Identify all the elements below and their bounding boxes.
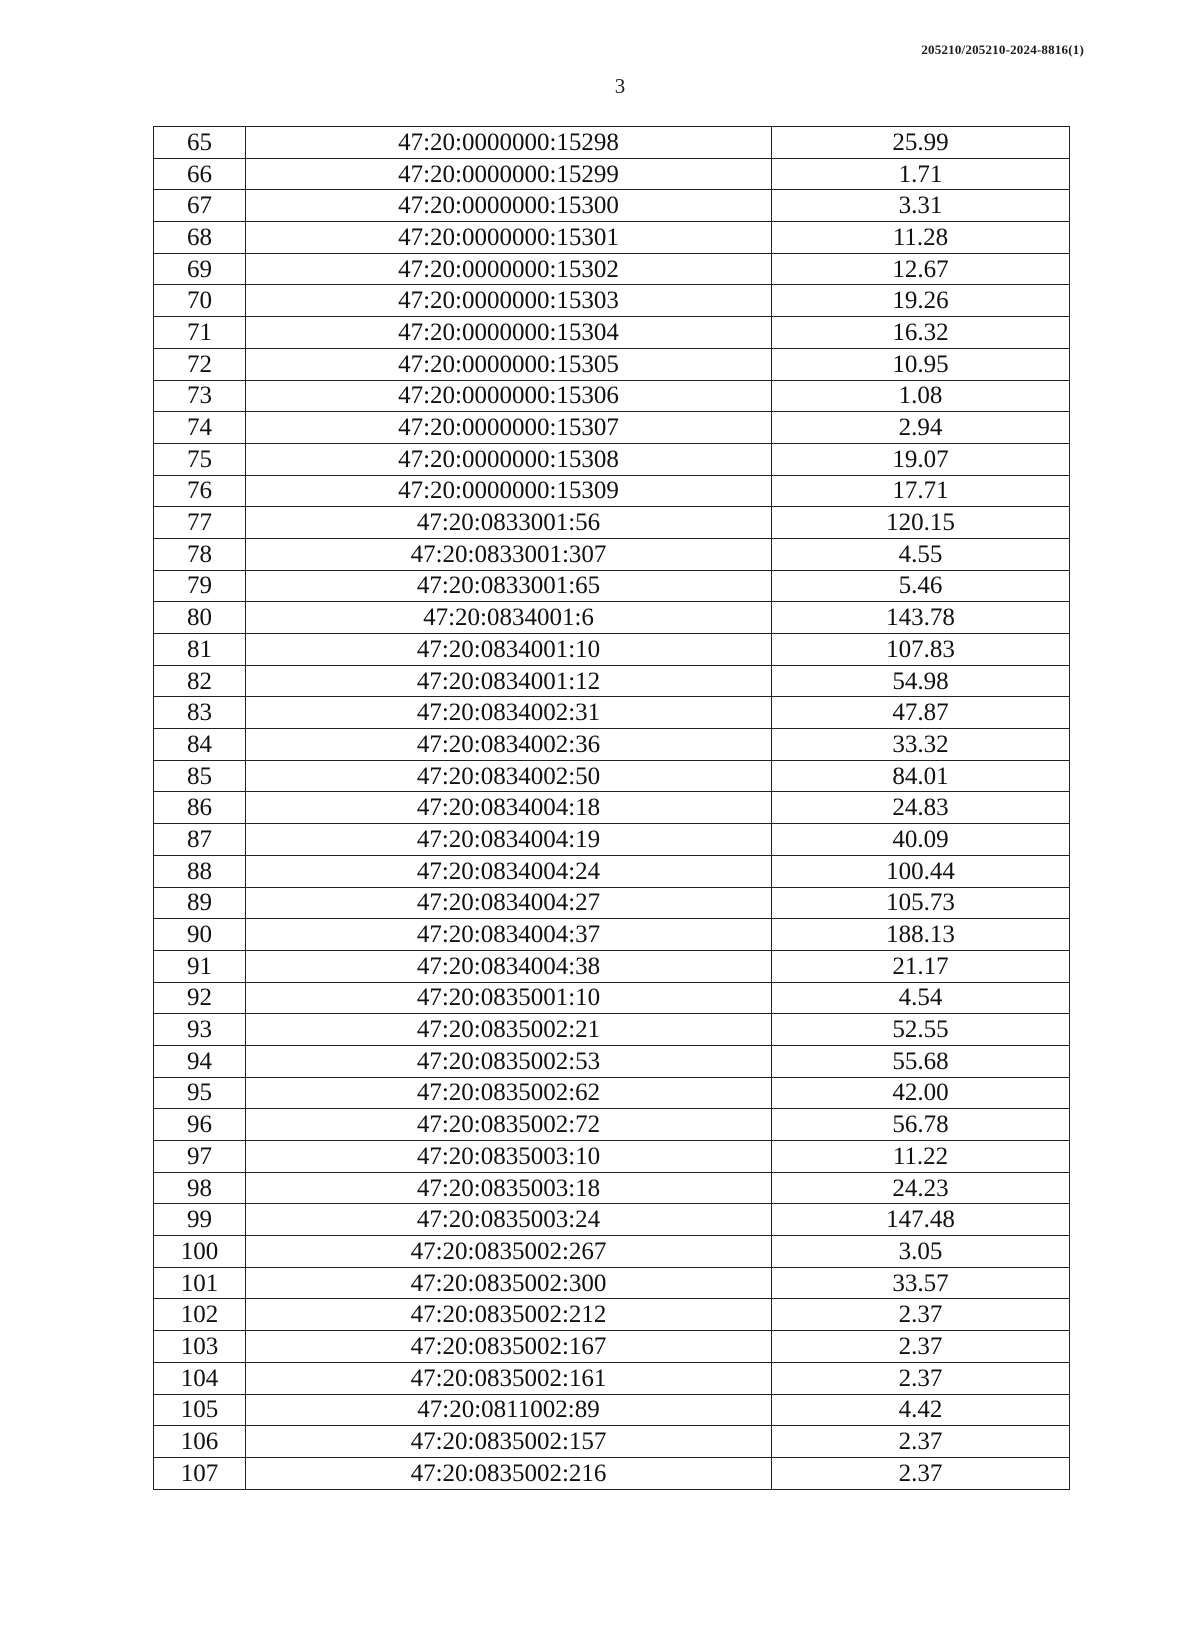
area-cell: 10.95	[772, 348, 1070, 380]
table-row	[154, 1109, 1070, 1141]
table-row	[154, 412, 1070, 444]
area-cell: 33.57	[772, 1267, 1070, 1299]
table-row	[154, 475, 1070, 507]
table-row	[154, 982, 1070, 1014]
row-number-cell: 68	[154, 222, 246, 254]
area-cell: 40.09	[772, 824, 1070, 856]
table-row	[154, 919, 1070, 951]
area-cell: 11.28	[772, 222, 1070, 254]
cadastral-number-cell: 47:20:0000000:15299	[246, 158, 772, 190]
row-number-cell: 99	[154, 1204, 246, 1236]
table-row	[154, 380, 1070, 412]
row-number-cell: 78	[154, 538, 246, 570]
area-cell: 120.15	[772, 507, 1070, 539]
area-cell: 56.78	[772, 1109, 1070, 1141]
table-row	[154, 190, 1070, 222]
cadastral-number-cell: 47:20:0835002:212	[246, 1299, 772, 1331]
table-row	[154, 348, 1070, 380]
table-row	[154, 950, 1070, 982]
cadastral-number-cell: 47:20:0834004:37	[246, 919, 772, 951]
table-row	[154, 1204, 1070, 1236]
table-row	[154, 1077, 1070, 1109]
cadastral-number-cell: 47:20:0000000:15307	[246, 412, 772, 444]
cadastral-number-cell: 47:20:0835002:216	[246, 1457, 772, 1489]
table-row	[154, 317, 1070, 349]
area-cell: 42.00	[772, 1077, 1070, 1109]
area-cell: 52.55	[772, 1014, 1070, 1046]
cadastral-number-cell: 47:20:0000000:15309	[246, 475, 772, 507]
area-cell: 2.37	[772, 1457, 1070, 1489]
area-cell: 12.67	[772, 253, 1070, 285]
area-cell: 25.99	[772, 127, 1070, 159]
row-number-cell: 91	[154, 950, 246, 982]
table-row	[154, 127, 1070, 159]
table-row	[154, 1457, 1070, 1489]
area-cell: 4.42	[772, 1394, 1070, 1426]
row-number-cell: 103	[154, 1331, 246, 1363]
area-cell: 84.01	[772, 760, 1070, 792]
area-cell: 2.37	[772, 1426, 1070, 1458]
cadastral-number-cell: 47:20:0835002:53	[246, 1045, 772, 1077]
area-cell: 5.46	[772, 570, 1070, 602]
cadastral-number-cell: 47:20:0000000:15300	[246, 190, 772, 222]
row-number-cell: 98	[154, 1172, 246, 1204]
area-cell: 100.44	[772, 855, 1070, 887]
row-number-cell: 106	[154, 1426, 246, 1458]
area-cell: 4.54	[772, 982, 1070, 1014]
area-cell: 54.98	[772, 665, 1070, 697]
table-row	[154, 824, 1070, 856]
area-cell: 47.87	[772, 697, 1070, 729]
row-number-cell: 69	[154, 253, 246, 285]
row-number-cell: 105	[154, 1394, 246, 1426]
cadastral-number-cell: 47:20:0000000:15301	[246, 222, 772, 254]
cadastral-number-cell: 47:20:0835002:157	[246, 1426, 772, 1458]
table-row	[154, 222, 1070, 254]
row-number-cell: 72	[154, 348, 246, 380]
cadastral-number-cell: 47:20:0834004:24	[246, 855, 772, 887]
row-number-cell: 94	[154, 1045, 246, 1077]
table-row	[154, 1426, 1070, 1458]
row-number-cell: 82	[154, 665, 246, 697]
cadastral-number-cell: 47:20:0834004:27	[246, 887, 772, 919]
table-row	[154, 760, 1070, 792]
row-number-cell: 95	[154, 1077, 246, 1109]
document-reference: 205210/205210-2024-8816(1)	[921, 42, 1084, 57]
cadastral-number-cell: 47:20:0833001:56	[246, 507, 772, 539]
table-row	[154, 570, 1070, 602]
page-number: 3	[614, 74, 626, 98]
cadastral-number-cell: 47:20:0000000:15302	[246, 253, 772, 285]
row-number-cell: 104	[154, 1362, 246, 1394]
row-number-cell: 87	[154, 824, 246, 856]
area-cell: 21.17	[772, 950, 1070, 982]
area-cell: 188.13	[772, 919, 1070, 951]
row-number-cell: 71	[154, 317, 246, 349]
cadastral-number-cell: 47:20:0835002:300	[246, 1267, 772, 1299]
area-cell: 19.26	[772, 285, 1070, 317]
cadastral-number-cell: 47:20:0834002:36	[246, 729, 772, 761]
table-row	[154, 1299, 1070, 1331]
row-number-cell: 93	[154, 1014, 246, 1046]
area-cell: 55.68	[772, 1045, 1070, 1077]
cadastral-number-cell: 47:20:0000000:15304	[246, 317, 772, 349]
table-row	[154, 729, 1070, 761]
row-number-cell: 66	[154, 158, 246, 190]
row-number-cell: 76	[154, 475, 246, 507]
row-number-cell: 70	[154, 285, 246, 317]
area-cell: 2.94	[772, 412, 1070, 444]
cadastral-number-cell: 47:20:0811002:89	[246, 1394, 772, 1426]
table-row	[154, 1331, 1070, 1363]
cadastral-number-cell: 47:20:0834004:19	[246, 824, 772, 856]
cadastral-number-cell: 47:20:0834002:31	[246, 697, 772, 729]
table-row	[154, 602, 1070, 634]
cadastral-number-cell: 47:20:0835002:62	[246, 1077, 772, 1109]
row-number-cell: 65	[154, 127, 246, 159]
row-number-cell: 101	[154, 1267, 246, 1299]
table-row	[154, 253, 1070, 285]
row-number-cell: 77	[154, 507, 246, 539]
cadastral-number-cell: 47:20:0835002:267	[246, 1236, 772, 1268]
table-row	[154, 1014, 1070, 1046]
row-number-cell: 97	[154, 1141, 246, 1173]
table-row	[154, 697, 1070, 729]
parcel-table	[153, 126, 1070, 1490]
table-row	[154, 1236, 1070, 1268]
cadastral-number-cell: 47:20:0835002:21	[246, 1014, 772, 1046]
row-number-cell: 80	[154, 602, 246, 634]
area-cell: 3.31	[772, 190, 1070, 222]
row-number-cell: 74	[154, 412, 246, 444]
row-number-cell: 90	[154, 919, 246, 951]
area-cell: 1.71	[772, 158, 1070, 190]
table-row	[154, 665, 1070, 697]
table-row	[154, 1045, 1070, 1077]
cadastral-number-cell: 47:20:0834004:38	[246, 950, 772, 982]
row-number-cell: 107	[154, 1457, 246, 1489]
table-row	[154, 1362, 1070, 1394]
table-row	[154, 443, 1070, 475]
row-number-cell: 88	[154, 855, 246, 887]
area-cell: 107.83	[772, 634, 1070, 666]
row-number-cell: 79	[154, 570, 246, 602]
row-number-cell: 102	[154, 1299, 246, 1331]
table-row	[154, 1141, 1070, 1173]
row-number-cell: 73	[154, 380, 246, 412]
area-cell: 17.71	[772, 475, 1070, 507]
row-number-cell: 92	[154, 982, 246, 1014]
area-cell: 24.23	[772, 1172, 1070, 1204]
cadastral-number-cell: 47:20:0000000:15306	[246, 380, 772, 412]
cadastral-number-cell: 47:20:0000000:15305	[246, 348, 772, 380]
table-row	[154, 792, 1070, 824]
parcel-table-body	[154, 127, 1070, 1490]
cadastral-number-cell: 47:20:0835002:72	[246, 1109, 772, 1141]
cadastral-number-cell: 47:20:0835002:161	[246, 1362, 772, 1394]
cadastral-number-cell: 47:20:0834002:50	[246, 760, 772, 792]
area-cell: 143.78	[772, 602, 1070, 634]
row-number-cell: 75	[154, 443, 246, 475]
area-cell: 16.32	[772, 317, 1070, 349]
area-cell: 24.83	[772, 792, 1070, 824]
row-number-cell: 84	[154, 729, 246, 761]
area-cell: 2.37	[772, 1331, 1070, 1363]
cadastral-number-cell: 47:20:0000000:15308	[246, 443, 772, 475]
row-number-cell: 100	[154, 1236, 246, 1268]
cadastral-number-cell: 47:20:0835002:167	[246, 1331, 772, 1363]
cadastral-number-cell: 47:20:0834001:12	[246, 665, 772, 697]
table-row	[154, 285, 1070, 317]
row-number-cell: 67	[154, 190, 246, 222]
row-number-cell: 83	[154, 697, 246, 729]
table-row	[154, 1172, 1070, 1204]
cadastral-number-cell: 47:20:0835003:10	[246, 1141, 772, 1173]
cadastral-number-cell: 47:20:0833001:307	[246, 538, 772, 570]
area-cell: 4.55	[772, 538, 1070, 570]
table-row	[154, 507, 1070, 539]
cadastral-number-cell: 47:20:0000000:15303	[246, 285, 772, 317]
cadastral-number-cell: 47:20:0835001:10	[246, 982, 772, 1014]
cadastral-number-cell: 47:20:0834001:6	[246, 602, 772, 634]
cadastral-number-cell: 47:20:0835003:24	[246, 1204, 772, 1236]
row-number-cell: 89	[154, 887, 246, 919]
row-number-cell: 81	[154, 634, 246, 666]
table-row	[154, 855, 1070, 887]
cadastral-number-cell: 47:20:0000000:15298	[246, 127, 772, 159]
area-cell: 105.73	[772, 887, 1070, 919]
table-row	[154, 538, 1070, 570]
area-cell: 2.37	[772, 1299, 1070, 1331]
area-cell: 11.22	[772, 1141, 1070, 1173]
table-row	[154, 887, 1070, 919]
row-number-cell: 85	[154, 760, 246, 792]
cadastral-number-cell: 47:20:0835003:18	[246, 1172, 772, 1204]
table-row	[154, 158, 1070, 190]
area-cell: 147.48	[772, 1204, 1070, 1236]
row-number-cell: 86	[154, 792, 246, 824]
area-cell: 19.07	[772, 443, 1070, 475]
cadastral-number-cell: 47:20:0834004:18	[246, 792, 772, 824]
area-cell: 3.05	[772, 1236, 1070, 1268]
area-cell: 2.37	[772, 1362, 1070, 1394]
area-cell: 33.32	[772, 729, 1070, 761]
cadastral-number-cell: 47:20:0834001:10	[246, 634, 772, 666]
table-row	[154, 1267, 1070, 1299]
table-row	[154, 634, 1070, 666]
table-row	[154, 1394, 1070, 1426]
row-number-cell: 96	[154, 1109, 246, 1141]
cadastral-number-cell: 47:20:0833001:65	[246, 570, 772, 602]
area-cell: 1.08	[772, 380, 1070, 412]
